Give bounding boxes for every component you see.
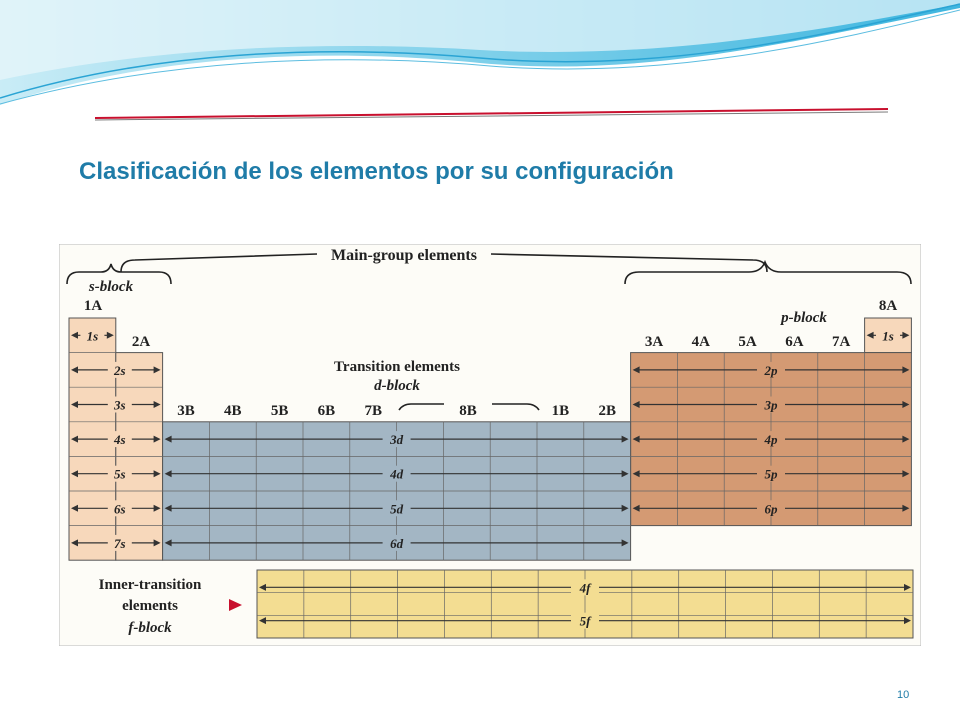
- s-orbital-label-1s: 1s: [86, 328, 99, 344]
- group-label-4A: 4A: [691, 334, 710, 350]
- main-group-label: Main-group elements: [331, 247, 477, 264]
- p-orbital-label-4p: 4p: [764, 432, 778, 448]
- p-block-label: p-block: [781, 310, 827, 326]
- transition-elements-label: Transition elements: [334, 359, 460, 375]
- p-orbital-label-6p: 6p: [764, 501, 778, 517]
- inner-transition-line-1: Inner-transition: [98, 577, 202, 593]
- d-block-label: d-block: [374, 378, 420, 394]
- group-label-4B: 4B: [224, 403, 242, 419]
- f-orbital-label-4f: 4f: [579, 580, 591, 596]
- d-orbital-label-3d: 3d: [390, 432, 404, 448]
- group-label-5A: 5A: [738, 334, 757, 350]
- group-label-3A: 3A: [644, 334, 664, 350]
- group-label-1A: 1A: [83, 298, 103, 314]
- d-orbital-label-5d: 5d: [390, 501, 404, 517]
- group-label-5B: 5B: [270, 403, 289, 419]
- d-orbital-label-4d: 4d: [390, 466, 404, 482]
- header-divider-line: [95, 107, 895, 121]
- group-label-6A: 6A: [785, 334, 804, 350]
- periodic-table-blocks-figure: [59, 244, 921, 646]
- f-orbital-label-5f: 5f: [579, 613, 591, 629]
- s-block-label: s-block: [88, 279, 134, 295]
- group-label-8A: 8A: [878, 298, 898, 314]
- p-orbital-label-3p: 3p: [764, 397, 778, 413]
- p-orbital-label-2p: 2p: [764, 362, 778, 378]
- group-label-6B: 6B: [317, 403, 336, 419]
- header-wave-decoration: [0, 0, 960, 110]
- s-orbital-label-3s: 3s: [114, 397, 126, 413]
- s-orbital-label-7s: 7s: [114, 535, 126, 551]
- group-label-7B: 7B: [364, 403, 382, 419]
- group-label-3B: 3B: [177, 403, 195, 419]
- s-orbital-label-2s: 2s: [114, 362, 126, 378]
- s-orbital-label-5s: 5s: [114, 466, 126, 482]
- s-orbital-label-4s: 4s: [114, 432, 126, 448]
- helium-orbital-label: 1s: [882, 328, 894, 344]
- slide-title: Clasificación de los elementos por su configuración: [79, 158, 674, 185]
- s-orbital-label-6s: 6s: [114, 501, 126, 517]
- d-orbital-label-6d: 6d: [390, 535, 404, 551]
- group-label-8B: 8B: [459, 403, 477, 419]
- group-label-2A: 2A: [131, 334, 151, 350]
- group-label-1B: 1B: [551, 403, 570, 419]
- group-label-7A: 7A: [832, 334, 851, 350]
- group-label-2B: 2B: [598, 403, 616, 419]
- inner-transition-line-3: f-block: [128, 620, 172, 636]
- p-orbital-label-5p: 5p: [764, 466, 778, 482]
- inner-transition-line-2: elements: [122, 598, 178, 614]
- page-number: 10: [897, 689, 910, 701]
